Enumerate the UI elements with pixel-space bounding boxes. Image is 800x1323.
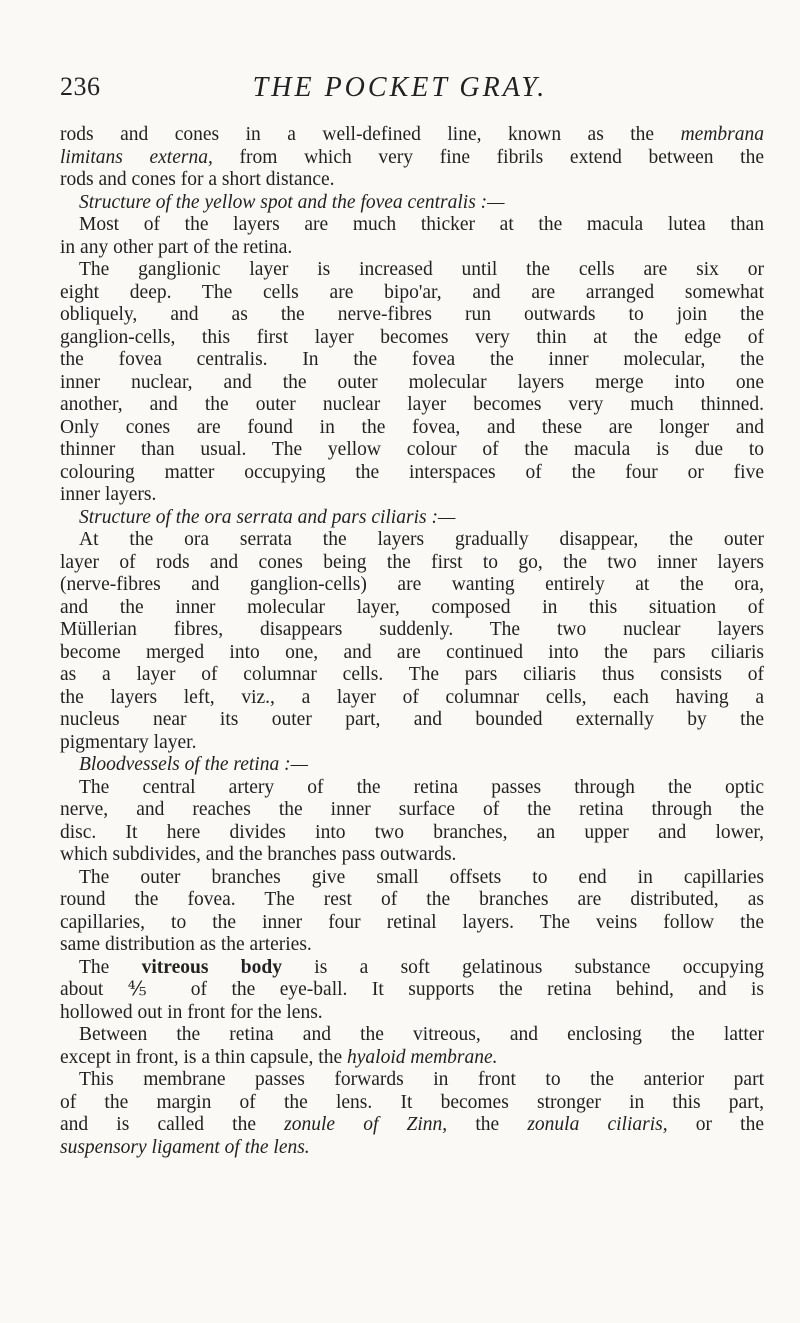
text-line [60,1024,764,1047]
text-segment: zonula ciliaris, [527,1114,668,1135]
text-line [60,282,764,305]
text-segment: of the margin of the lens. It becomes stronger in this part, [60,1091,764,1113]
text-segment: Bloodvessels of the retina :— [79,754,308,775]
text-segment: Between the retina and the vitreous, and enclosing the latter [79,1024,764,1045]
text-line [60,192,764,215]
text-segment: hollowed out in front for the lens. [60,1001,323,1023]
text-segment: Structure of the yellow spot and the fovea centralis :— [79,191,505,213]
text-line [60,259,764,282]
text-segment: capillaries, to the inner four retinal layers. The veins follow the [60,911,764,933]
text-segment: suspensory ligament of the lens. [60,1136,310,1158]
text-line [60,754,764,777]
text-segment: Only cones are found in the fovea, and these are longer and [60,416,764,438]
text-line [60,507,764,530]
text-line [60,574,764,597]
text-segment: round the fovea. The rest of the branches are distributed, as [60,889,764,910]
text-segment: Most of the layers are much thicker at the macula lutea than [79,214,764,235]
text-segment: This membrane passes forwards in front to the anterior part [79,1069,764,1090]
text-line [60,912,764,935]
text-segment: disc. It here divides into two branches, an upper and lower, [60,821,764,843]
text-segment: ganglion-cells, this first layer becomes very thin at the edge of [60,326,764,348]
text-segment: membrana [680,124,764,145]
text-segment: nerve, and reaches the inner surface of the retina through the [60,799,764,820]
text-segment: another, and the outer nuclear layer becomes very much thinned. [60,394,764,415]
text-line [60,529,764,552]
text-line [60,1069,764,1092]
text-line [60,372,764,395]
text-segment: nucleus near its outer part, and bounded externally by the [60,709,764,730]
text-line [60,394,764,417]
text-line [60,484,764,507]
text-segment: and is called the [60,1114,285,1135]
text-segment: same distribution as the arteries. [60,934,312,955]
text-line [60,304,764,327]
text-segment: rods and cones in a well-defined line, known as the [60,124,681,145]
text-line [60,1114,764,1137]
text-segment: eight deep. The cells are bipo'ar, and are arranged somewhat [60,281,764,303]
text-line [60,552,764,575]
text-segment: become merged into one, and are continued into the pars ciliaris [60,641,764,663]
page-number: 236 [60,72,101,101]
text-line [60,1002,764,1025]
text-segment: vitreous body [141,956,282,978]
text-segment: thinner than usual. The yellow colour of the macula is due to [60,439,764,460]
text-line [60,1047,764,1070]
text-segment: pigmentary layer. [60,731,197,753]
text-segment: except in front, is a thin capsule, the [60,1046,347,1068]
text-segment: zonule of Zinn, [284,1114,448,1135]
text-line [60,417,764,440]
text-segment: hyaloid membrane. [347,1046,498,1068]
running-title: THE POCKET GRAY. [252,72,548,103]
text-segment: in any other part of the retina. [60,236,293,258]
text-line [60,349,764,372]
text-segment: Müllerian fibres, disappears suddenly. The two nuclear layers [60,619,764,640]
text-segment: layer of rods and cones being the first to go, the two inner layers [60,551,764,573]
text-segment: (nerve-fibres and ganglion-cells) are wanting entirely at the ora, [60,574,764,595]
text-line [60,214,764,237]
text-segment: rods and cones for a short distance. [60,169,335,190]
text-segment: or the [667,1114,764,1135]
text-line [60,732,764,755]
text-line [60,934,764,957]
text-segment: inner nuclear, and the outer molecular layers merge into one [60,371,764,393]
text-segment: The [79,956,142,978]
text-line [60,124,764,147]
text-line [60,619,764,642]
text-segment: inner layers. [60,484,157,505]
text-line [60,664,764,687]
text-segment: The ganglionic layer is increased until the cells are six or [79,259,764,280]
text-line [60,147,764,170]
text-line [60,687,764,710]
text-line [60,957,764,980]
text-line [60,439,764,462]
text-segment: the layers left, viz., a layer of columnar cells, each having a [60,686,764,708]
text-segment: from which very fine fibrils extend between the [212,146,764,168]
text-line [60,237,764,260]
text-line [60,1137,764,1160]
text-line [60,822,764,845]
text-segment: limitans externa, [60,146,213,168]
text-segment: The outer branches give small offsets to end in capillaries [79,866,764,888]
text-line [60,799,764,822]
text-line [60,979,764,1002]
body-text [60,124,764,1159]
text-segment: is a soft gelatinous substance occupying [281,956,764,978]
text-segment: and the inner molecular layer, composed in this situation of [60,596,764,618]
text-line [60,844,764,867]
text-segment: which subdivides, and the branches pass outwards. [60,844,457,865]
text-segment: Structure of the ora serrata and pars ciliaris :— [79,506,456,528]
text-segment: the fovea centralis. In the fovea the inner molecular, the [60,349,764,370]
text-segment: The central artery of the retina passes through the optic [79,776,764,798]
text-line [60,327,764,350]
text-segment: At the ora serrata the layers gradually disappear, the outer [79,529,764,550]
text-line [60,169,764,192]
text-segment: about ⅘ of the eye-ball. It supports the retina behind, and is [60,979,764,1000]
text-line [60,709,764,732]
text-segment: as a layer of columnar cells. The pars ciliaris thus consists of [60,664,764,685]
text-segment: the [447,1114,528,1135]
text-line [60,642,764,665]
text-line [60,597,764,620]
text-line [60,1092,764,1115]
text-line [60,889,764,912]
text-line [60,462,764,485]
page-header [0,72,800,112]
text-line [60,777,764,800]
text-segment: obliquely, and as the nerve-fibres run outwards to join the [60,304,764,325]
text-segment: colouring matter occupying the interspaces of the four or five [60,461,764,483]
text-line [60,867,764,890]
